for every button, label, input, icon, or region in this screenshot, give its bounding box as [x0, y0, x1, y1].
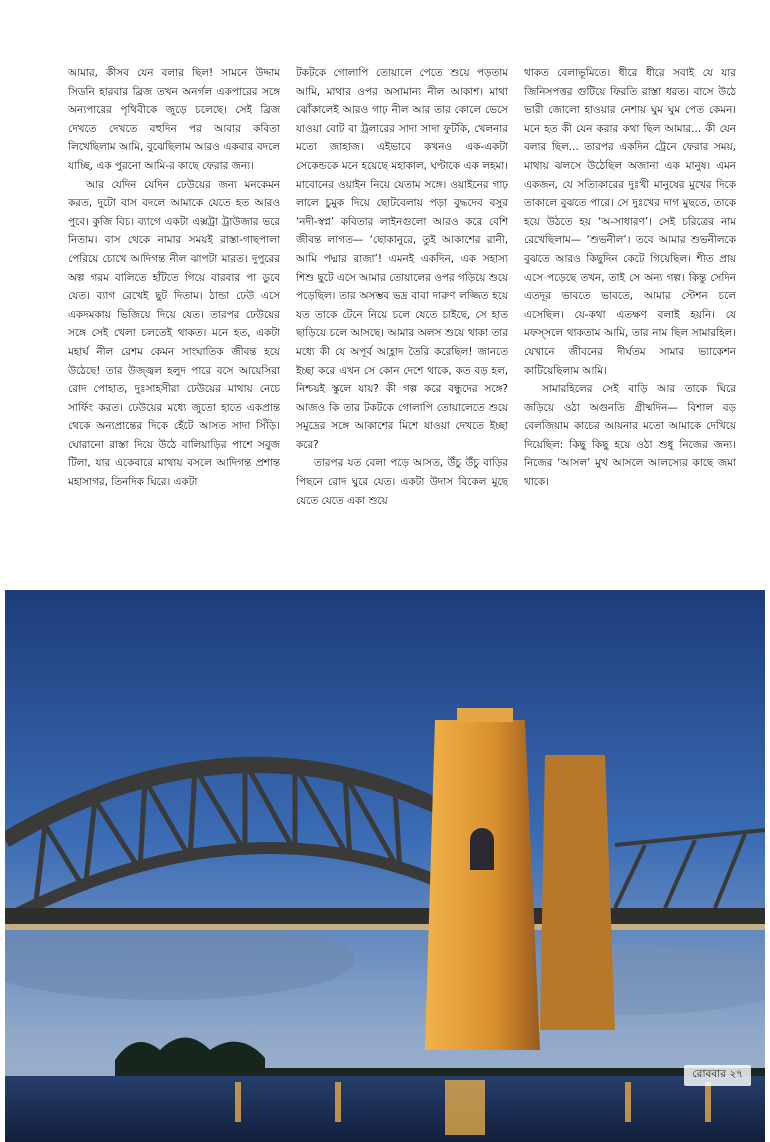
page-footer-label: রোববার ২৭ — [684, 1065, 751, 1086]
bridge-illustration — [5, 590, 765, 1142]
column-3 — [524, 64, 736, 584]
bridge-photo — [5, 590, 765, 1142]
paragraph: আর যেদিন যেদিন ঢেউয়ের জন্য মনকেমন করত, দুটো বাস বদলে আমাকে যেতে হত আরও পুবে। কুজি বিচ। ব্যাগে একটা এক্সট্রা ট্রাউজার ভরে নিতাম। বাস থেকে নামার সময়ই রাস্তা-গাছপালা পেরিয়ে চোখে আদিগন্ত নীল ঝাপটা মারত। দুপুরের অল্প গরম বালিতে হাঁটতে গিয়ে বারবার পা ডুবে যেত। ব্যাগ রেখেই ছুট দিতাম। ঠান্ডা ঢেউ এসে একদমকায় ভিজিয়ে দিয়ে যেত। তারপর ঢেউয়ের সঙ্গে সেই খেলা চলতেই থাকত। মনে হত, একটা মহার্ঘ নীল রেশম কেমন সাংঘাতিক জীবন্ত হয়ে উঠেছে! তার উজ্জ্বল হলুদ পারে বসে আয়েসিরা রোদ পোহাত, দুঃসাহসীরা ঢেউয়ের মাথায় নেচে সার্ফিং করত। ঢেউয়ের মধ্যে জুতো হাতে একপ্রান্ত থেকে অন্যপ্রান্তের দিকে হেঁটে আসত সাদা সিঁড়ি। ঘোরানো রাস্তা দিয়ে উঠে বালিয়াড়ির পাশে সবুজ টিলা, যার একেবারে মাথায় বসলে আদিগন্ত প্রশান্ত মহাসাগর, তিনদিক ঘিরে। একটা — [68, 178, 280, 489]
paragraph: সামারহিলের সেই বাড়ি আর তাকে ঘিরে জড়িয়ে ওঠা অগুনতি গ্রীষ্মদিন— বিশাল বড় বেলজিয়াম কাচের আয়নার মতো আমাকে দেখিয়ে দিয়েছিল: কিছু কিছু হয়ে ওঠা শুধু নিজের জন্য। নিজের ‘আসল’ মুখ আসলে আলস্যের কাছে জমা থাকে। — [524, 383, 736, 489]
article-text — [68, 64, 736, 584]
column-1 — [68, 64, 280, 584]
paragraph: থাকত বেলাভূমিতে। ধীরে ধীরে সবাই যে যার জিনিসপত্তর গুটিয়ে ফিরতি রাস্তা ধরত। বাসে উঠে ভারী জোলো হাওয়ার নেশায় ঘুম ঘুম পেত কেমন। মনে হত কী যেন করার কথা ছিল আমার... কী যেন বলার ছিল... তারপর একদিন ট্রেনে ফেরার সময়, মাথায় ঝলসে উঠেছিল অজানা এক মানুষ। এমন একজন, যে সত্যিকারের দুঃখী মানুষের মুখের দিকে তাকালে বুঝতে পারে। সে দুঃখের দাগ মুছতে, তাকে হয়ে উঠতে হয় ‘অ-সাধারণ’। সেই চরিত্রের নাম রেখেছিলাম— ‘শুভনীল’। তবে আমার শুভনীলকে বুঝতে আরও কিছুদিন কেটে গিয়েছিল। শীত প্রায় এসে পড়েছে তখন, তাই সে অন্য গল্প। কিন্তু সেদিন এতদূর ভাবতে ভাবতে, আমার স্টেশন চলে এসেছিল। যে-কথা এতক্ষণ বলাই হয়নি। যে মফস্সলে থাকতাম আমি, তার নাম ছিল সামারহিল। যেখানে জীবনের দীর্ঘতম সামার ভ্যাকেশন কাটিয়েছিলাম আমি। — [524, 67, 736, 377]
paragraph: টকটকে গোলাপি তোয়ালে পেতে শুয়ে পড়তাম আমি, মাথার ওপর অসামান্য নীল আকাশ। মাথা ঝোঁকালেই আরও গাঢ় নীল আর তার কোলে ভেসে যাওয়া বোট বা ট্রলারের সাদা সাদা ফুটকি, খেলনার মতো জাহাজ। এইভাবে কখনও এক-একটা সেকেন্ডকে মনে হয়েছে মহাকাল, ঘণ্টাকে এক লহমা। মাবোনের ওয়াইন নিয়ে যেতাম সঙ্গে। ওয়াইনের গাঢ় লালে চুমুক দিয়ে ছোটবেলায় পড়া বুদ্ধদেব বসুর ‘নদী-স্বপ্ন’ কবিতার লাইনগুলো আরও করে বেশি জীবন্ত লাগত— ‘ছোকানুরে, তুই আকাশের রানী, আমি পদ্মার রাজা’! এমনই একদিন, এক সহাস্য শিশু ছুটে এসে আমার তোয়ালের ওপর গড়িয়ে শুয়ে পড়েছিল। তার অসম্ভব ভদ্র বাবা দারুণ লজ্জিত হয়ে যত তাকে টেনে নিয়ে চলে যেতে চাইছে, সে হাত ছাড়িয়ে চলে আসছে। আমার অলস শুয়ে থাকা তার মধ্যে কী যে অপূর্ব আহ্লাদ তৈরি করেছিল! জানতে ইচ্ছা করে এখন সে কোন দেশে থাকে, কত বড় হল, নিশ্চয়ই স্কুলে যায়? কী গল্প করে বন্ধুদের সঙ্গে? আজও কি তার টকটকে গোলাপি তোয়ালেতে শুয়ে সমুদ্রের সঙ্গে আকাশের মিশে যাওয়া দেখতে ইচ্ছা করে? — [296, 67, 508, 451]
paragraph: আমার, কীসব যেন বলার ছিল! সামনে উদ্দাম সিডনি হারবার ব্রিজ তখন অনর্গল একপারের সঙ্গে অন্যপারের পৃথিবীকে জুড়ে চলেছে। সেই ব্রিজ দেখতে দেখতে বহুদিন পর আবার কবিতা লিখেছিলাম আমি, বুঝেছিলাম আরও একবার বদলে যাচ্ছি, এক পুরনো আমি-র কাছে ফেরার জন্য। — [68, 67, 280, 172]
paragraph: তারপর যত বেলা পড়ে আসত, উঁচু উঁচু বাড়ির পিছনে রোদ ঘুরে যেত। একটা উদাস বিকেল মুছে যেতে যেতে একা শুয়ে — [296, 457, 508, 507]
column-2 — [296, 64, 508, 584]
